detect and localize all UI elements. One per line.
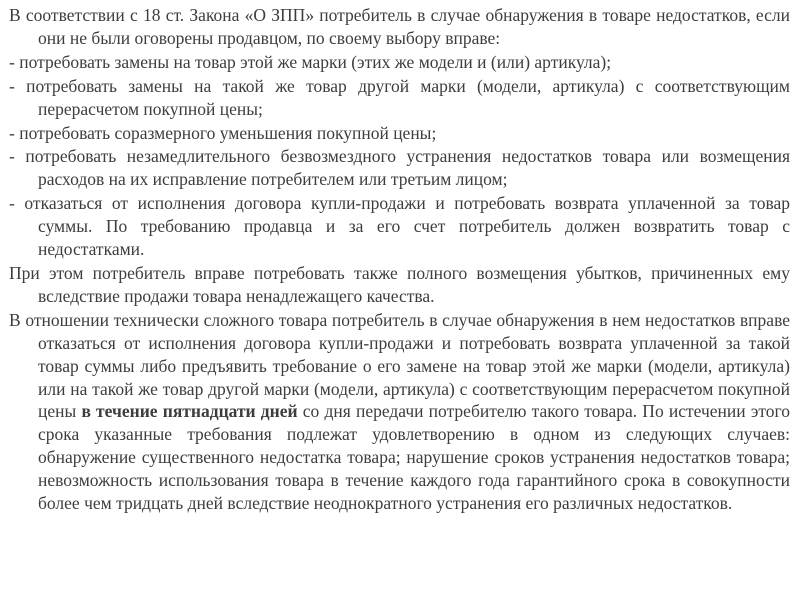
final-paragraph-text-start: В отношении технически сложного товара потребитель в случае обнаружения в нем недостатков вправе отказаться от исполнения договора купли-продажи и потребовать возврата уплаченной за такой товар суммы либо предъявить требование о его замене на товар этой же марки (модели, артикула) или на такой же товар другой марки (модели, артикула) с соответствующим перерасчетом покупной цены <box>9 309 790 422</box>
list-item-replace-same-brand: - потребовать замены на товар этой же марки (этих же модели и (или) артикула); <box>9 51 612 72</box>
paragraph-technically-complex-goods <box>9 309 790 515</box>
list-item-contract-refusal: - отказаться от исполнения договора купли-продажи и потребовать возврата уплаченной за товар суммы. По требованию продавца и за его счет потребитель должен возвратить товар с недостатками. <box>9 193 790 260</box>
final-paragraph-text-end: со дня передачи потребителю такого товара. По истечении этого срока указанные требования подлежат удовлетворению в одном из следующих случаев: обнаружение существенного недостатка товара; нарушение сроков устранения недостатков товара; невозможность использования товара в течение каждого года гарантийного срока в совокупности более чем тридцать дней вследствие неоднократного устранения его различных недостатков. <box>38 401 790 514</box>
paragraph-damages: При этом потребитель вправе потребовать также полного возмещения убытков, причиненных ему вследствие продажи товара ненадлежащего качества. <box>9 262 790 306</box>
list-item-free-repair: - потребовать незамедлительного безвозмездного устранения недостатков товара или возмещения расходов на их исправление потребителем или третьим лицом; <box>9 146 790 190</box>
paragraph-article-18-intro: В соответствии с 18 ст. Закона «О ЗПП» потребитель в случае обнаружения в товаре недостатков, если они не были оговорены продавцом, по своему выбору вправе: <box>9 5 790 48</box>
fifteen-days-term: в течение пятнадцати дней <box>81 401 298 422</box>
list-item-price-reduction: - потребовать соразмерного уменьшения покупной цены; <box>9 122 437 143</box>
list-item-replace-other-brand: - потребовать замены на такой же товар другой марки (модели, артикула) с соответствующим перерасчетом покупной цены; <box>9 75 790 119</box>
